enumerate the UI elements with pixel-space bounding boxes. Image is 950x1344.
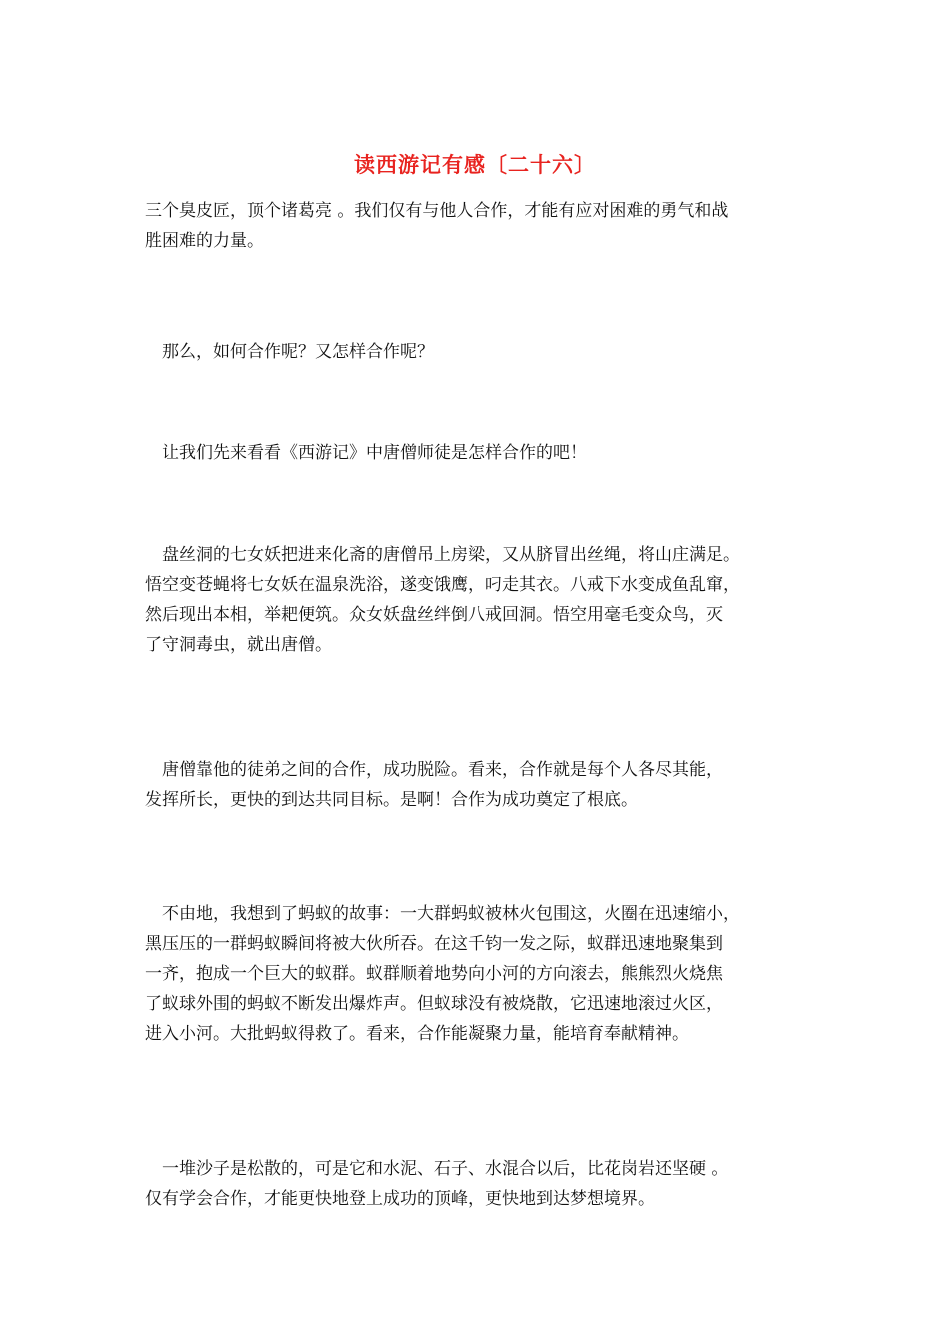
paragraph-5 bbox=[145, 755, 825, 815]
paragraph-6 bbox=[145, 899, 825, 1049]
paragraph-line: 了蚁球外围的蚂蚁不断发出爆炸声。但蚁球没有被烧散，它迅速地滚过火区， bbox=[145, 994, 723, 1014]
paragraph-line: 进入小河。大批蚂蚁得救了。看来，合作能凝聚力量，能培育奉献精神。 bbox=[145, 1024, 689, 1044]
paragraph-line: 胜困难的力量。 bbox=[145, 231, 264, 251]
paragraph-line: 一堆沙子是松散的，可是它和水泥、石子、水混合以后，比花岗岩还坚硬 。 bbox=[145, 1159, 729, 1179]
paragraph-line: 了守洞毒虫，就出唐僧。 bbox=[145, 635, 332, 655]
paragraph-line: 三个臭皮匠，顶个诸葛亮 。我们仅有与他人合作，才能有应对困难的勇气和战 bbox=[145, 201, 729, 221]
page-title: 读西游记有感〔二十六〕 bbox=[354, 152, 596, 177]
paragraph-2 bbox=[145, 337, 825, 367]
paragraph-line: 让我们先来看看《西游记》中唐僧师徒是怎样合作的吧！ bbox=[145, 443, 587, 463]
paragraph-line: 然后现出本相，举耙便筑。众女妖盘丝绊倒八戒回洞。悟空用毫毛变众鸟，灭 bbox=[145, 605, 723, 625]
paragraph-1 bbox=[145, 196, 825, 256]
paragraph-line: 盘丝洞的七女妖把进来化斋的唐僧吊上房梁，又从脐冒出丝绳，将山庄满足。 bbox=[145, 545, 740, 565]
paragraph-line: 唐僧靠他的徒弟之间的合作，成功脱险。看来，合作就是每个人各尽其能， bbox=[145, 760, 723, 780]
paragraph-line: 悟空变苍蝇将七女妖在温泉洗浴，遂变饿鹰，叼走其衣。八戒下水变成鱼乱窜， bbox=[145, 575, 740, 595]
paragraph-line: 发挥所长，更快的到达共同目标。是啊！合作为成功奠定了根底。 bbox=[145, 790, 638, 810]
paragraph-line: 不由地，我想到了蚂蚁的故事：一大群蚂蚁被林火包围这，火圈在迅速缩小， bbox=[145, 904, 740, 924]
paragraph-line: 仅有学会合作，才能更快地登上成功的顶峰，更快地到达梦想境界。 bbox=[145, 1189, 655, 1209]
paragraph-line: 黑压压的一群蚂蚁瞬间将被大伙所吞。在这千钧一发之际，蚁群迅速地聚集到 bbox=[145, 934, 723, 954]
paragraph-line: 那么，如何合作呢？又怎样合作呢？ bbox=[145, 342, 434, 362]
paragraph-3 bbox=[145, 438, 825, 468]
paragraph-line: 一齐，抱成一个巨大的蚁群。蚁群顺着地势向小河的方向滚去，熊熊烈火烧焦 bbox=[145, 964, 723, 984]
paragraph-4 bbox=[145, 540, 825, 660]
paragraph-7 bbox=[145, 1154, 825, 1214]
